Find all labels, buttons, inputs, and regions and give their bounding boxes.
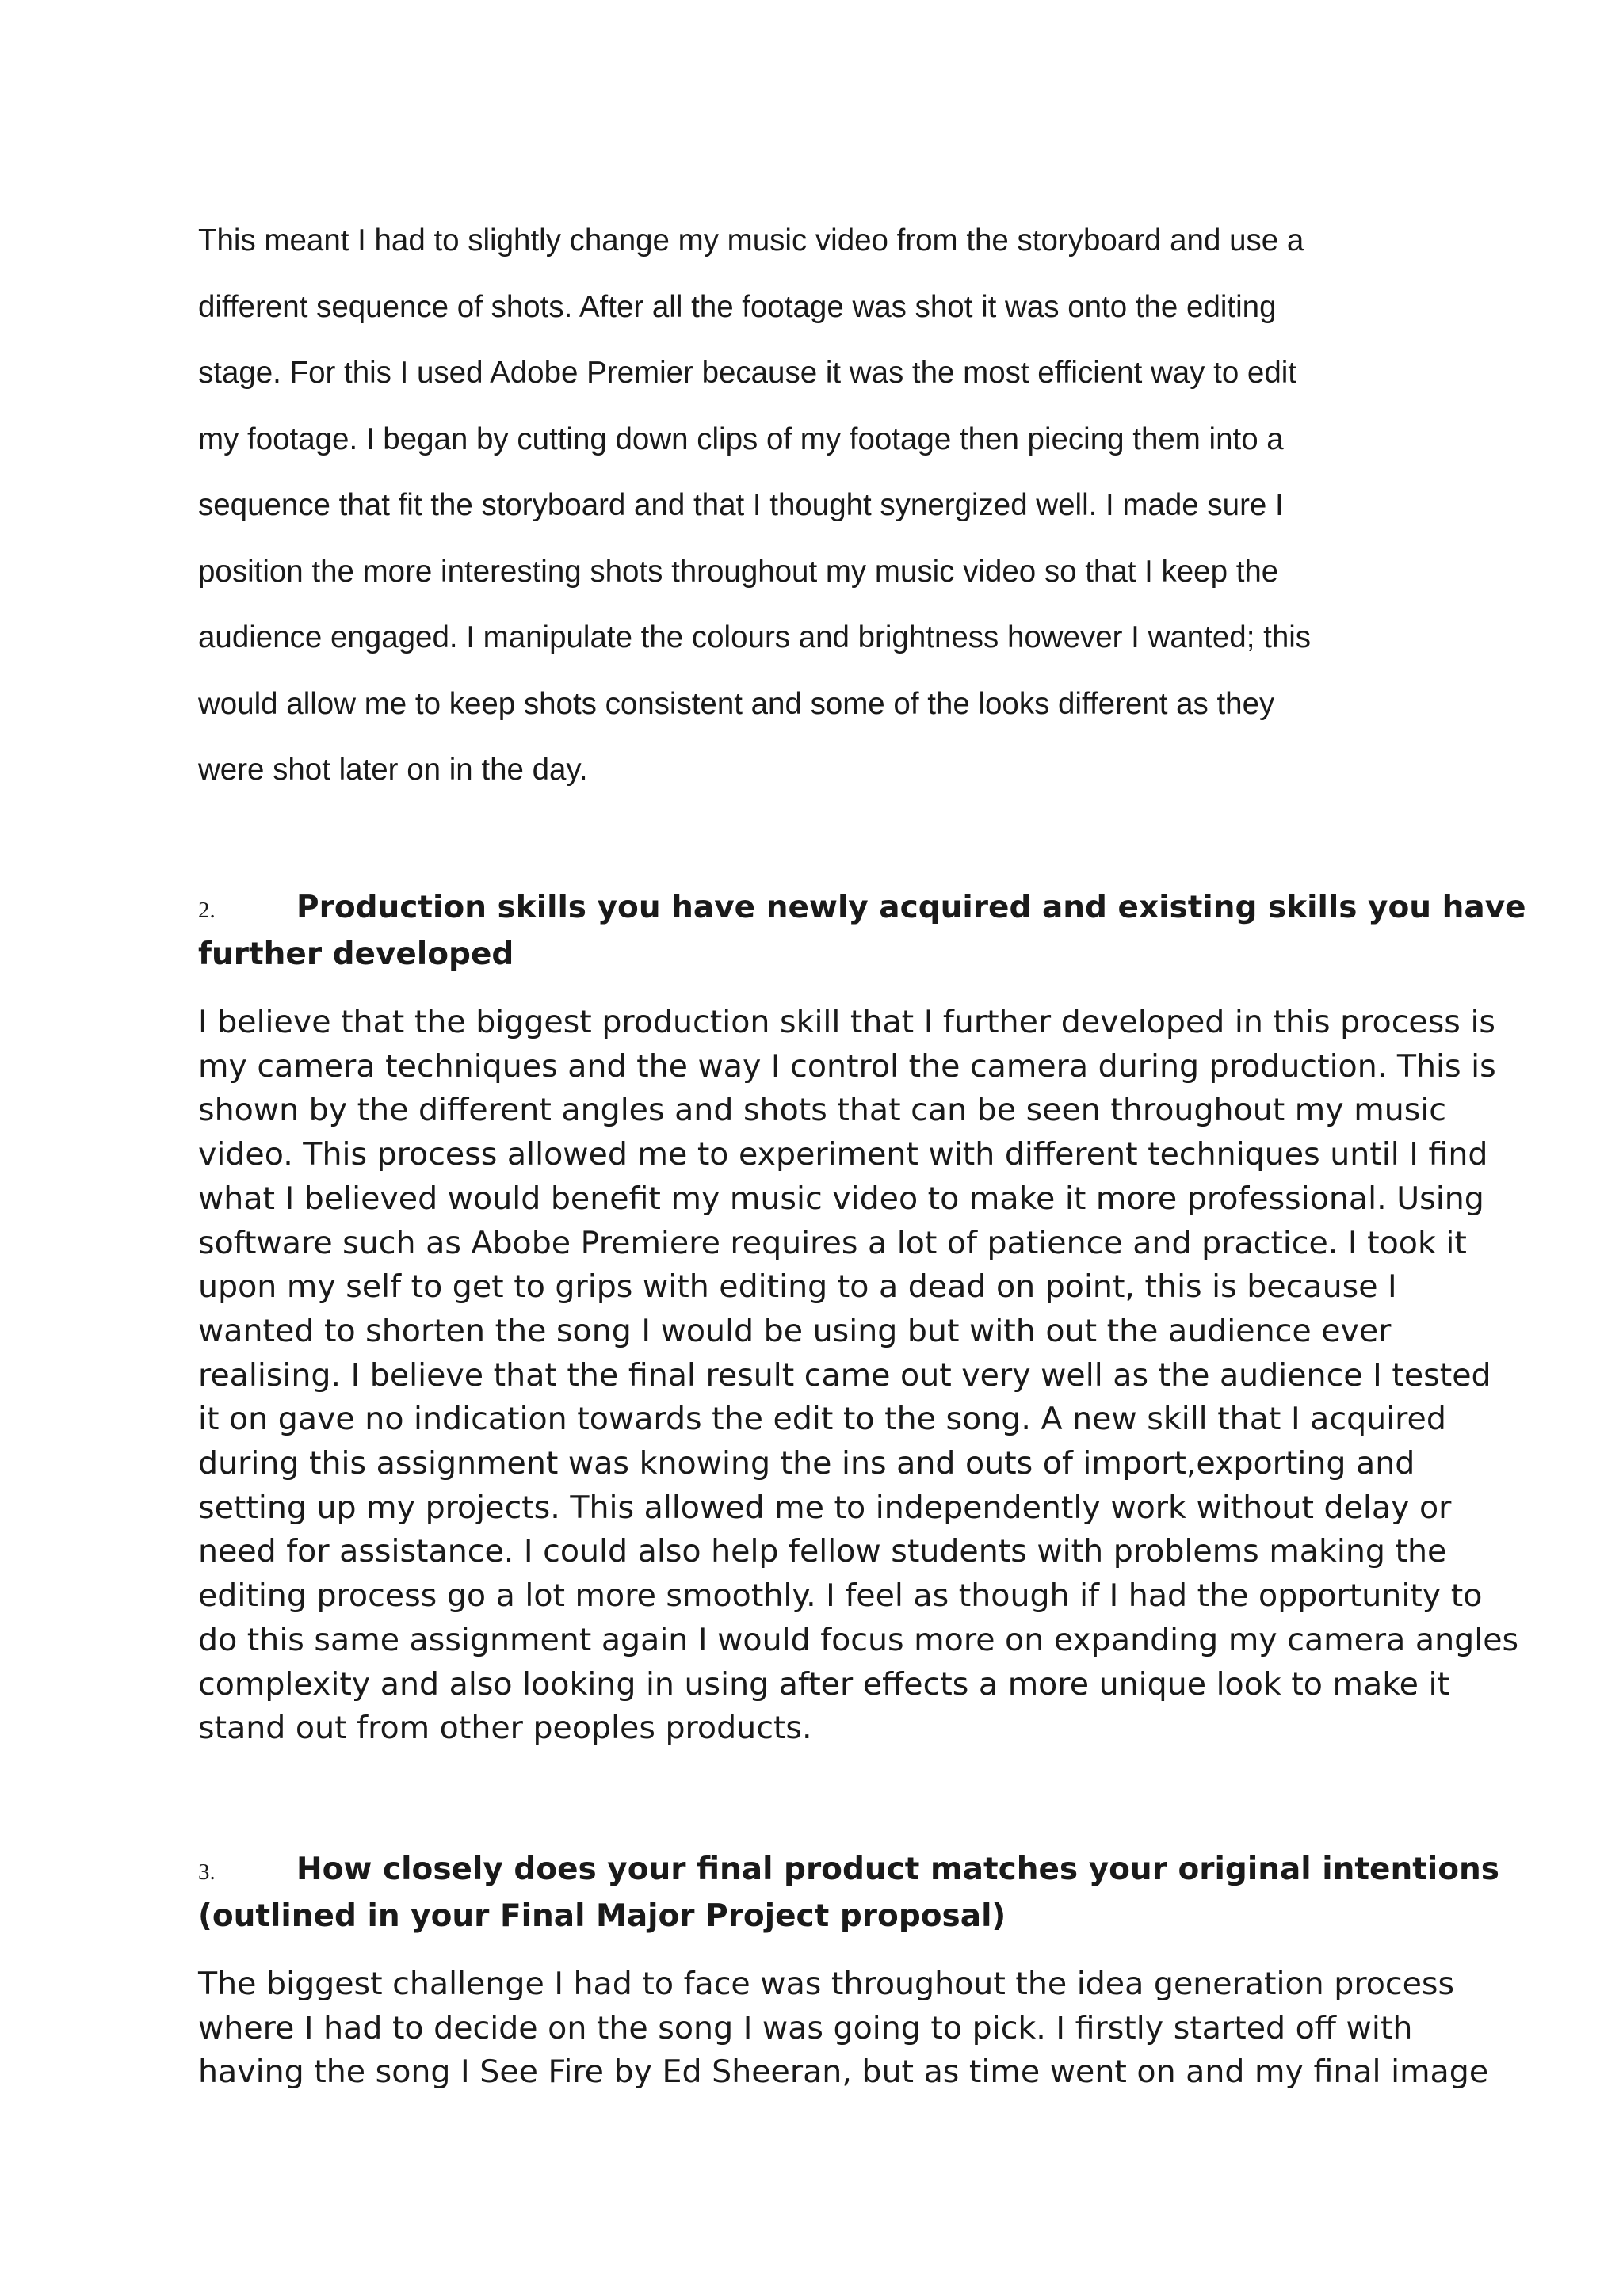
paragraph-line: were shot later on in the day. [198,753,588,787]
section-2-body [198,1001,1519,1751]
section-2-heading [198,886,1526,977]
paragraph-line: The biggest challenge I had to face was throughout the idea generation process [198,1966,1455,2002]
paragraph-line: having the song I See Fire by Ed Sheeran, but as time went on and my final image [198,2054,1489,2091]
paragraph-line: shown by the different angles and shots that can be seen throughout my music [198,1092,1447,1129]
paragraph-line: where I had to decide on the song I was going to pick. I firstly started off with [198,2009,1413,2046]
paragraph-line: stand out from other peoples products. [198,1710,812,1747]
paragraph-line: video. This process allowed me to experiment with different techniques until I find [198,1136,1488,1173]
paragraph-line: I believe that the biggest production skill that I further developed in this process is [198,1004,1495,1040]
section-number: 3. [198,1859,216,1885]
paragraph-line: stage. For this I used Adobe Premier because it was the most efficient way to edit [198,356,1296,390]
paragraph-line: audience engaged. I manipulate the colours and brightness however I wanted; this [198,620,1312,654]
paragraph-line: realising. I believe that the final result came out very well as the audience I tested [198,1356,1491,1394]
heading-line [198,886,1526,933]
section-number: 2. [198,898,216,923]
paragraph-line: setting up my projects. This allowed me to independently work without delay or [198,1489,1452,1526]
paragraph-line: my camera techniques and the way I control the camera during production. This is [198,1047,1496,1085]
paragraph-line: software such as Abobe Premiere requires a lot of patience and practice. I took it [198,1224,1467,1261]
paragraph-line: upon my self to get to grips with editing to a dead on point, this is because I [198,1268,1397,1306]
paragraph-line: need for assistance. I could also help fellow students with problems making the [198,1533,1447,1570]
section-3-heading [198,1848,1499,1939]
paragraph-line: different sequence of shots. After all the footage was shot it was onto the editing [198,289,1277,324]
paragraph-line: do this same assignment again I would focus more on expanding my camera angles [198,1621,1519,1658]
paragraph-line: position the more interesting shots throughout my music video so that I keep the [198,554,1279,589]
intro-paragraph [198,208,1434,803]
paragraph-line: my footage. I began by cutting down clips of my footage then piecing them into a [198,421,1284,456]
heading-line: (outlined in your Final Major Project proposal) [198,1898,1006,1934]
section-3-body [198,1962,1489,2095]
paragraph-line: would allow me to keep shots consistent and some of the looks different as they [198,686,1275,721]
heading-line: further developed [198,936,514,972]
paragraph-line: during this assignment was knowing the ins and outs of import,exporting and [198,1445,1415,1482]
paragraph-line: editing process go a lot more smoothly. I feel as though if I had the opportunity to [198,1577,1483,1615]
paragraph-line: complexity and also looking in using after effects a more unique look to make it [198,1665,1449,1703]
paragraph-line: wanted to shorten the song I would be using but with out the audience ever [198,1312,1392,1349]
heading-line [198,1848,1499,1894]
paragraph-line: it on gave no indication towards the edit to the song. A new skill that I acquired [198,1401,1446,1438]
heading-text: Production skills you have newly acquired and existing skills you have [296,890,1526,925]
heading-text: How closely does your final product matches your original intentions [296,1852,1499,1887]
paragraph-line: This meant I had to slightly change my music video from the storyboard and use a [198,223,1304,257]
paragraph-line: what I believed would benefit my music video to make it more professional. Using [198,1180,1484,1217]
paragraph-line: sequence that fit the storyboard and that I thought synergized well. I made sure I [198,488,1284,522]
